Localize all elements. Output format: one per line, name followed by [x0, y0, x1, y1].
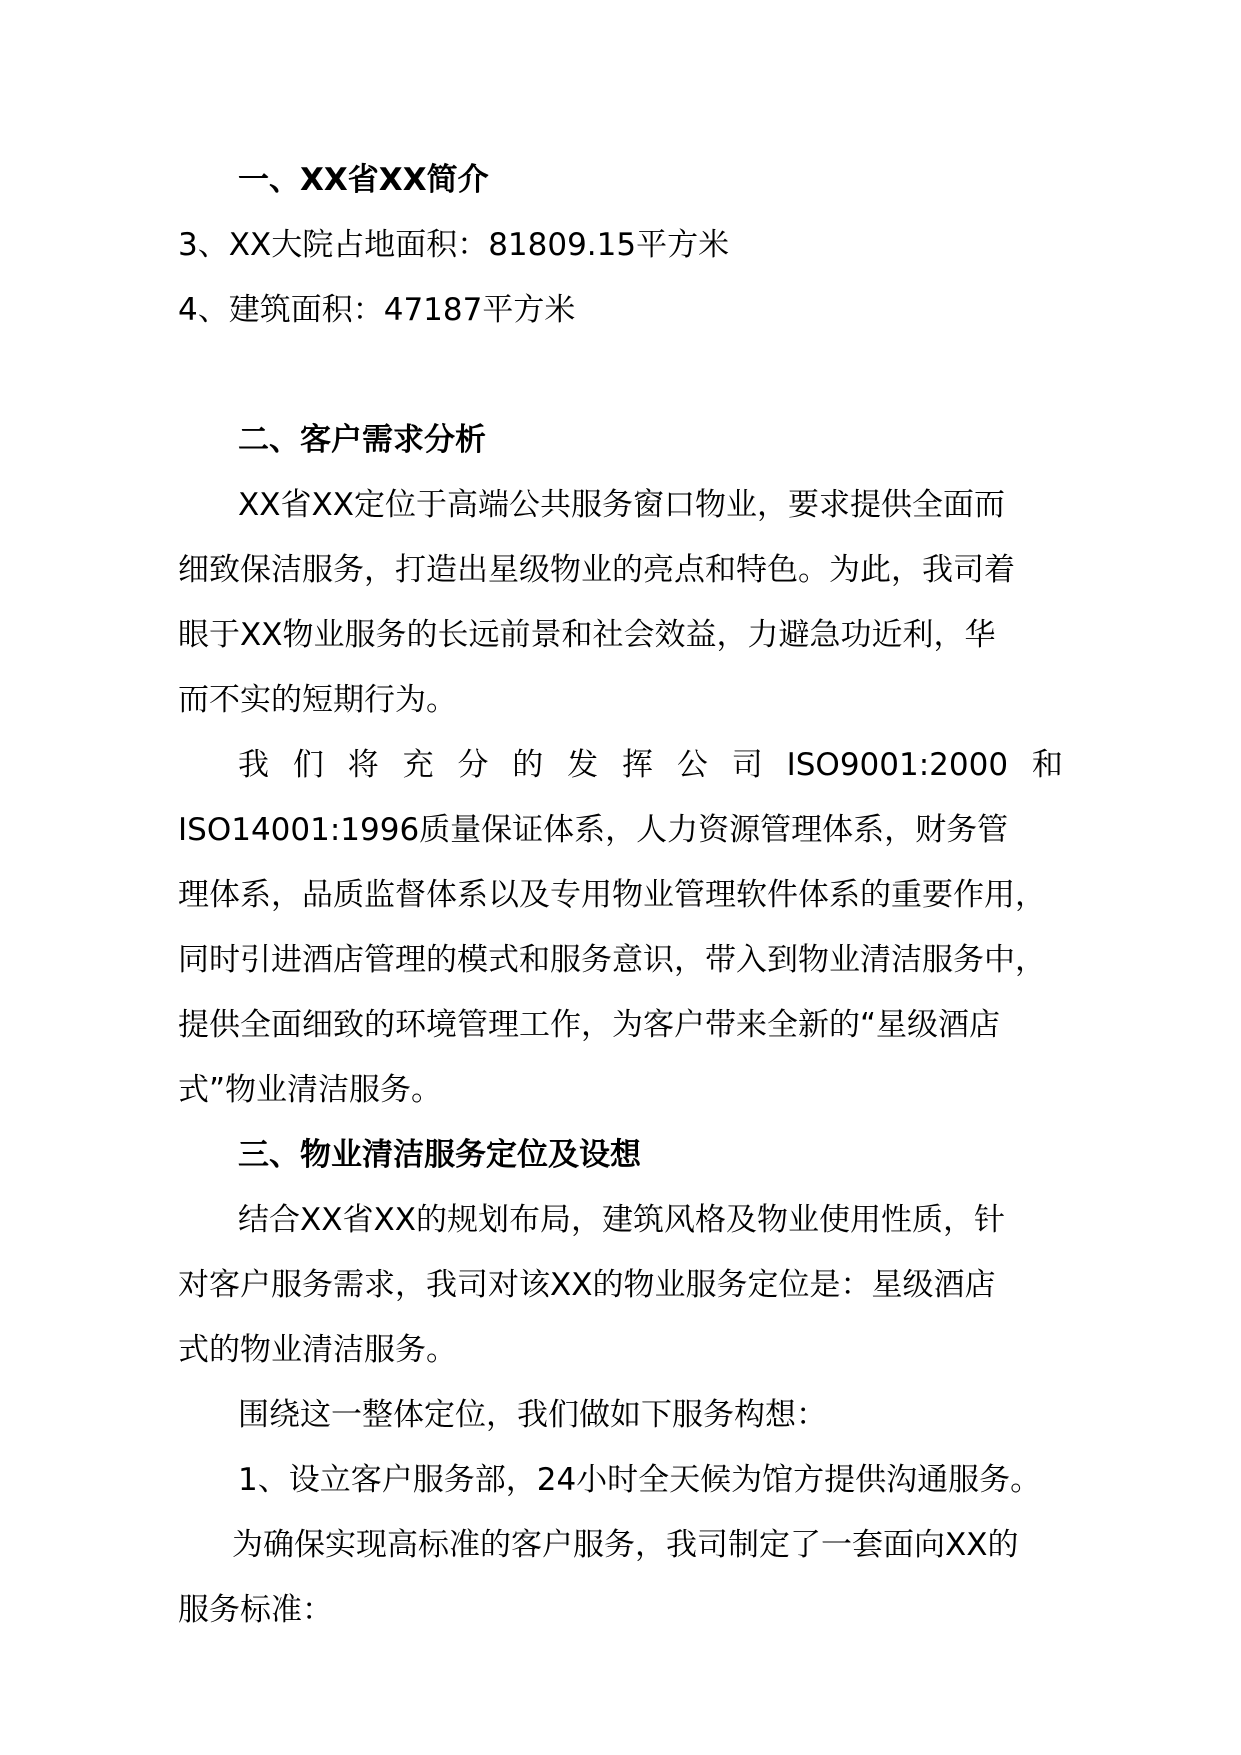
needs-para2-line: ISO14001:1996质量保证体系，人力资源管理体系，财务管 — [178, 812, 1009, 848]
needs-para2-justified-line — [238, 745, 1063, 785]
positioning-para3-line: 为确保实现高标准的客户服务，我司制定了一套面向XX的 — [232, 1527, 1019, 1563]
needs-para2-line: 理体系，品质监督体系以及专用物业管理软件体系的重要作用， — [178, 877, 1046, 913]
needs-para1-line: 细致保洁服务，打造出星级物业的亮点和特色。为此，我司着 — [178, 552, 1015, 588]
justified-char: ISO9001:2000 — [786, 747, 1009, 783]
positioning-para2: 围绕这一整体定位，我们做如下服务构想： — [238, 1397, 827, 1433]
needs-para1-line: XX省XX定位于高端公共服务窗口物业，要求提供全面而 — [238, 487, 1005, 523]
needs-para1-line: 而不实的短期行为。 — [178, 682, 457, 718]
justified-char: 和 — [1031, 747, 1063, 783]
intro-item-building-area: 4、建筑面积：47187平方米 — [178, 292, 576, 328]
justified-char: 充 — [402, 747, 434, 783]
justified-char: 的 — [512, 747, 544, 783]
positioning-para3-line: 服务标准： — [178, 1592, 333, 1628]
justified-char: 分 — [457, 747, 489, 783]
positioning-item1: 1、设立客户服务部，24小时全天候为馆方提供沟通服务。 — [238, 1462, 1042, 1498]
intro-item-land-area: 3、XX大院占地面积：81809.15平方米 — [178, 227, 730, 263]
needs-para2-line: 提供全面细致的环境管理工作，为客户带来全新的“星级酒店 — [178, 1007, 1001, 1043]
positioning-para1-line: 式的物业清洁服务。 — [178, 1332, 457, 1368]
section-heading-intro: 一、XX省XX简介 — [238, 162, 489, 198]
justified-char: 挥 — [622, 747, 654, 783]
justified-char: 我 — [238, 747, 269, 783]
justified-char: 将 — [347, 747, 379, 783]
needs-para2-line: 同时引进酒店管理的模式和服务意识，带入到物业清洁服务中， — [178, 942, 1046, 978]
needs-para2-line: 式”物业清洁服务。 — [178, 1072, 443, 1108]
section-heading-positioning: 三、物业清洁服务定位及设想 — [238, 1137, 641, 1173]
justified-char: 公 — [676, 747, 708, 783]
positioning-para1-line: 对客户服务需求，我司对该XX的物业服务定位是：星级酒店 — [178, 1267, 996, 1303]
justified-char: 们 — [292, 747, 324, 783]
positioning-para1-line: 结合XX省XX的规划布局，建筑风格及物业使用性质，针 — [238, 1202, 1005, 1238]
needs-para1-line: 眼于XX物业服务的长远前景和社会效益，力避急功近利，华 — [178, 617, 996, 653]
justified-char: 司 — [731, 747, 763, 783]
section-heading-needs: 二、客户需求分析 — [238, 422, 486, 458]
justified-char: 发 — [567, 747, 599, 783]
